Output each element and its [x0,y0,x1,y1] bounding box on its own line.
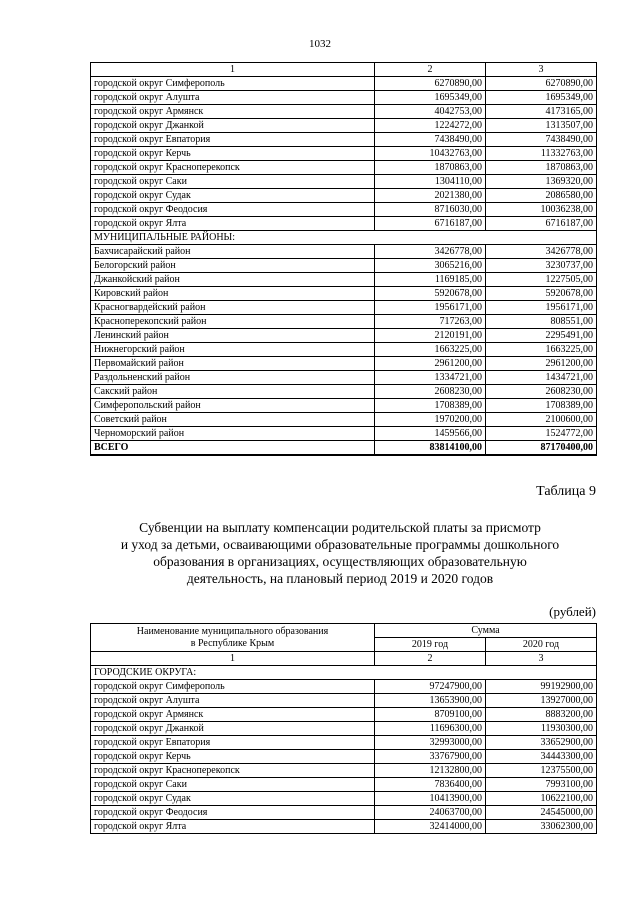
value-col-2-cell: 1459566,00 [375,427,486,441]
value-col-3-cell: 12375500,00 [486,764,597,778]
row-name-cell: городской округ Керчь [91,147,375,161]
row-name-cell: городской округ Евпатория [91,133,375,147]
row-name-cell: городской округ Керчь [91,750,375,764]
header-year-2020: 2020 год [486,638,597,652]
table-row [91,189,597,203]
header-row [91,624,597,638]
value-col-2-cell: 1870863,00 [375,161,486,175]
value-col-2-cell: 10413900,00 [375,792,486,806]
row-name-cell: Черноморский район [91,427,375,441]
value-col-2-cell: 1304110,00 [375,175,486,189]
table-row [91,820,597,834]
value-col-2-cell: 1663225,00 [375,343,486,357]
table-row [91,119,597,133]
value-col-2-cell: 6270890,00 [375,77,486,91]
title-line: Субвенции на выплату компенсации родительской платы за присмотр [139,520,541,535]
column-number-row [91,652,597,666]
row-name-cell: Красноперекопский район [91,315,375,329]
col-number-2: 2 [375,63,486,77]
row-name-cell: городской округ Алушта [91,694,375,708]
value-col-3-cell: 8883200,00 [486,708,597,722]
value-col-2-cell: 32414000,00 [375,820,486,834]
table-row [91,736,597,750]
value-col-2-cell: 1970200,00 [375,413,486,427]
col-number-2: 2 [375,652,486,666]
total-row [91,441,597,456]
value-col-3-cell: 11930300,00 [486,722,597,736]
header-name-line: в Республике Крым [190,637,275,649]
value-col-2-cell: 24063700,00 [375,806,486,820]
value-col-3-cell: 87170400,00 [486,441,597,456]
value-col-3-cell: 7993100,00 [486,778,597,792]
table-row [91,708,597,722]
value-col-2-cell: 7438490,00 [375,133,486,147]
row-name-cell: городской округ Джанкой [91,722,375,736]
value-col-3-cell: 2295491,00 [486,329,597,343]
table-row [91,301,597,315]
value-col-3-cell: 1956171,00 [486,301,597,315]
table-caption: Таблица 9 [536,484,596,499]
value-col-3-cell: 1708389,00 [486,399,597,413]
value-col-2-cell: 2120191,00 [375,329,486,343]
column-number-row [91,63,597,77]
row-name-cell: городской округ Армянск [91,105,375,119]
table-row [91,385,597,399]
table-row [91,371,597,385]
col-number-3: 3 [486,652,597,666]
row-name-cell: городской округ Феодосия [91,806,375,820]
value-col-2-cell: 5920678,00 [375,287,486,301]
table-row [91,133,597,147]
row-name-cell: Ленинский район [91,329,375,343]
table-row [91,161,597,175]
value-col-2-cell: 32993000,00 [375,736,486,750]
value-col-3-cell: 3230737,00 [486,259,597,273]
row-name-cell: Советский район [91,413,375,427]
table-title [80,519,600,587]
title-line: образования в организациях, осуществляющих образовательную [153,554,527,569]
row-name-cell: Первомайский район [91,357,375,371]
header-year-2019: 2019 год [375,638,486,652]
value-col-2-cell: 4042753,00 [375,105,486,119]
row-name-cell: городской округ Судак [91,189,375,203]
table-row [91,680,597,694]
table-row [91,343,597,357]
table-row [91,694,597,708]
value-col-2-cell: 1169185,00 [375,273,486,287]
row-name-cell: городской округ Саки [91,778,375,792]
value-col-3-cell: 3426778,00 [486,245,597,259]
value-col-3-cell: 1870863,00 [486,161,597,175]
value-col-3-cell: 1695349,00 [486,91,597,105]
col-number-1: 1 [91,63,375,77]
value-col-2-cell: 83814100,00 [375,441,486,456]
value-col-3-cell: 4173165,00 [486,105,597,119]
row-name-cell: городской округ Саки [91,175,375,189]
table-row [91,778,597,792]
value-col-3-cell: 5920678,00 [486,287,597,301]
row-name-cell: Сакский район [91,385,375,399]
table-row [91,259,597,273]
value-col-3-cell: 7438490,00 [486,133,597,147]
value-col-2-cell: 13653900,00 [375,694,486,708]
value-col-2-cell: 12132800,00 [375,764,486,778]
section-heading: МУНИЦИПАЛЬНЫЕ РАЙОНЫ: [91,231,597,245]
value-col-3-cell: 99192900,00 [486,680,597,694]
value-col-2-cell: 1695349,00 [375,91,486,105]
value-col-3-cell: 10622100,00 [486,792,597,806]
units-label: (рублей) [549,604,596,619]
value-col-3-cell: 13927000,00 [486,694,597,708]
table-row [91,329,597,343]
table-row [91,764,597,778]
title-line: деятельность, на плановый период 2019 и 2020 годов [186,571,494,586]
row-name-cell: городской округ Джанкой [91,119,375,133]
table-row [91,427,597,441]
section-row [91,666,597,680]
col-number-1: 1 [91,652,375,666]
value-col-2-cell: 1956171,00 [375,301,486,315]
table-9 [90,623,597,834]
header-name-line: Наименование муниципального образования [136,625,329,637]
value-col-3-cell: 2100600,00 [486,413,597,427]
value-col-2-cell: 1708389,00 [375,399,486,413]
value-col-3-cell: 808551,00 [486,315,597,329]
value-col-2-cell: 2961200,00 [375,357,486,371]
row-name-cell: Раздольненский район [91,371,375,385]
table-row [91,147,597,161]
col-number-3: 3 [486,63,597,77]
table-row [91,175,597,189]
row-name-cell: городской округ Феодосия [91,203,375,217]
value-col-3-cell: 2961200,00 [486,357,597,371]
value-col-2-cell: 6716187,00 [375,217,486,231]
value-col-2-cell: 33767900,00 [375,750,486,764]
table-row [91,315,597,329]
table-row [91,357,597,371]
value-col-3-cell: 1663225,00 [486,343,597,357]
table-9-body [91,624,597,834]
table-row [91,287,597,301]
row-name-cell: городской округ Евпатория [91,736,375,750]
row-name-cell: городской округ Ялта [91,217,375,231]
table-row [91,399,597,413]
row-name-cell: Белогорский район [91,259,375,273]
value-col-2-cell: 1224272,00 [375,119,486,133]
row-name-cell: городской округ Ялта [91,820,375,834]
header-sum-cell: Сумма [375,624,597,638]
value-col-3-cell: 1434721,00 [486,371,597,385]
value-col-2-cell: 10432763,00 [375,147,486,161]
title-line: и уход за детьми, осваивающими образовательные программы дошкольного [120,537,560,552]
value-col-2-cell: 7836400,00 [375,778,486,792]
value-col-2-cell: 97247900,00 [375,680,486,694]
table-row [91,273,597,287]
table-row [91,806,597,820]
value-col-3-cell: 1313507,00 [486,119,597,133]
page-number: 1032 [309,38,331,50]
row-name-cell: городской округ Симферополь [91,680,375,694]
value-col-2-cell: 717263,00 [375,315,486,329]
row-name-cell: городской округ Симферополь [91,77,375,91]
value-col-2-cell: 8716030,00 [375,203,486,217]
value-col-3-cell: 2608230,00 [486,385,597,399]
value-col-3-cell: 1369320,00 [486,175,597,189]
section-row [91,231,597,245]
value-col-2-cell: 2608230,00 [375,385,486,399]
table-row [91,722,597,736]
value-col-2-cell: 3426778,00 [375,245,486,259]
value-col-3-cell: 34443300,00 [486,750,597,764]
value-col-3-cell: 2086580,00 [486,189,597,203]
row-name-cell: городской округ Красноперекопск [91,764,375,778]
value-col-2-cell: 1334721,00 [375,371,486,385]
value-col-3-cell: 1524772,00 [486,427,597,441]
table-row [91,77,597,91]
row-name-cell: Джанкойский район [91,273,375,287]
section-heading: ГОРОДСКИЕ ОКРУГА: [91,666,597,680]
value-col-3-cell: 1227505,00 [486,273,597,287]
value-col-3-cell: 6270890,00 [486,77,597,91]
row-name-cell: городской округ Алушта [91,91,375,105]
value-col-3-cell: 11332763,00 [486,147,597,161]
row-name-cell: Симферопольский район [91,399,375,413]
row-name-cell: Нижнегорский район [91,343,375,357]
table-row [91,203,597,217]
value-col-3-cell: 33652900,00 [486,736,597,750]
row-name-cell: городской округ Судак [91,792,375,806]
value-col-2-cell: 2021380,00 [375,189,486,203]
table-row [91,792,597,806]
value-col-3-cell: 6716187,00 [486,217,597,231]
table-row [91,217,597,231]
table-row [91,105,597,119]
value-col-2-cell: 11696300,00 [375,722,486,736]
table-row [91,413,597,427]
row-name-cell: городской округ Армянск [91,708,375,722]
row-name-cell: ВСЕГО [91,441,375,456]
row-name-cell: Кировский район [91,287,375,301]
header-name-cell [91,624,375,652]
row-name-cell: городской округ Красноперекопск [91,161,375,175]
value-col-3-cell: 10036238,00 [486,203,597,217]
row-name-cell: Красногвардейский район [91,301,375,315]
row-name-cell: Бахчисарайский район [91,245,375,259]
table-row [91,245,597,259]
continued-table [90,62,597,456]
table-row [91,91,597,105]
value-col-3-cell: 24545000,00 [486,806,597,820]
value-col-3-cell: 33062300,00 [486,820,597,834]
value-col-2-cell: 3065216,00 [375,259,486,273]
value-col-2-cell: 8709100,00 [375,708,486,722]
continued-table-body [91,63,597,456]
table-row [91,750,597,764]
